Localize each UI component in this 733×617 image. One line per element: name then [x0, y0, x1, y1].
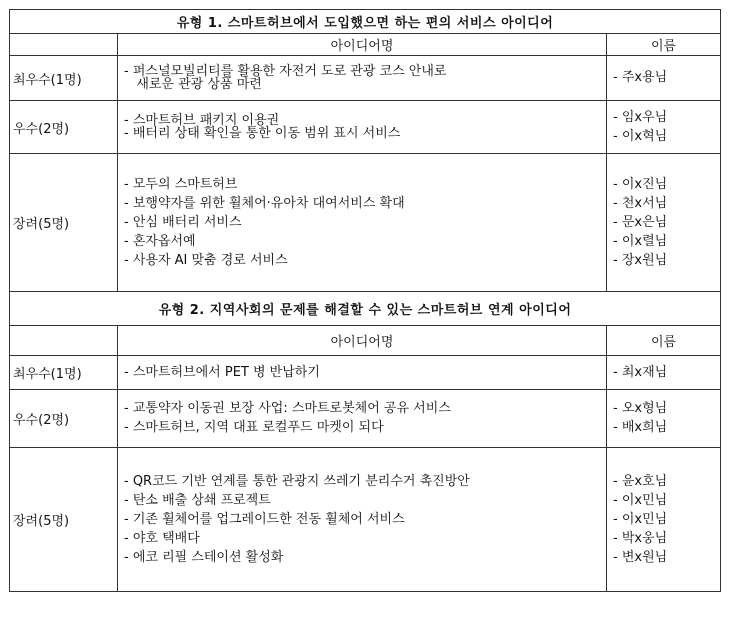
award-label: 우수(2명)	[10, 390, 118, 448]
idea-cell	[118, 154, 607, 292]
idea-item: 새로운 관광 상품 마련	[124, 77, 262, 92]
name-column-header: 이름	[607, 326, 721, 356]
section-1-title: 유형 1. 스마트허브에서 도입했으면 하는 편의 서비스 아이디어	[10, 10, 721, 34]
idea-item: - 보행약자를 위한 휠체어·유아차 대여서비스 확대	[124, 195, 405, 211]
name-column-header: 이름	[607, 34, 721, 56]
winner-name: - 오x형님	[613, 401, 668, 416]
name-cell	[607, 154, 721, 292]
idea-cell	[118, 56, 607, 101]
idea-item: - 스마트허브, 지역 대표 로컬푸드 마켓이 되다	[124, 420, 384, 435]
idea-item: - 교통약자 이동권 보장 사업: 스마트로봇체어 공유 서비스	[124, 401, 451, 416]
section-2-title: 유형 2. 지역사회의 문제를 해결할 수 있는 스마트허브 연계 아이디어	[10, 292, 721, 326]
winner-name: - 이x혁님	[613, 128, 668, 144]
name-cell	[607, 448, 721, 592]
idea-item: - 배터리 상태 확인을 통한 이동 범위 표시 서비스	[124, 126, 401, 141]
winner-name: - 배x희님	[613, 420, 668, 435]
empty-header-cell	[10, 34, 118, 56]
idea-item: - QR코드 기반 연계를 통한 관광지 쓰레기 분리수거 촉진방안	[124, 473, 470, 489]
name-cell	[607, 56, 721, 101]
awards-table	[9, 9, 721, 592]
winner-name: - 장x원님	[613, 252, 668, 268]
idea-cell	[118, 448, 607, 592]
name-cell	[607, 101, 721, 154]
idea-item: - 에코 리필 스테이션 활성화	[124, 549, 284, 565]
idea-column-header: 아이디어명	[118, 326, 607, 356]
name-cell	[607, 390, 721, 448]
winner-name: - 윤x호님	[613, 473, 668, 489]
winner-name: - 임x우님	[613, 109, 668, 125]
winner-name: - 이x민님	[613, 492, 668, 508]
name-cell	[607, 356, 721, 390]
award-label: 최우수(1명)	[10, 356, 118, 390]
idea-item: - 스마트허브 패키지 이용권	[124, 113, 280, 128]
idea-item: - 안심 배터리 서비스	[124, 214, 242, 230]
winner-name: - 이x민님	[613, 511, 668, 527]
empty-header-cell	[10, 326, 118, 356]
idea-cell	[118, 356, 607, 390]
winner-name: - 이x진님	[613, 176, 668, 192]
award-label: 최우수(1명)	[10, 56, 118, 101]
idea-cell	[118, 390, 607, 448]
award-label: 우수(2명)	[10, 101, 118, 154]
idea-item: - 모두의 스마트허브	[124, 176, 238, 192]
award-label: 장려(5명)	[10, 154, 118, 292]
idea-cell	[118, 101, 607, 154]
idea-item: - 혼자옵서예	[124, 233, 196, 249]
idea-item: - 야호 택배다	[124, 530, 200, 546]
winner-name: - 박x웅님	[613, 530, 668, 546]
idea-item: - 스마트허브에서 PET 병 반납하기	[124, 364, 320, 380]
winner-name: - 최x재님	[613, 364, 668, 380]
idea-column-header: 아이디어명	[118, 34, 607, 56]
winner-name: - 문x은님	[613, 214, 668, 230]
award-label: 장려(5명)	[10, 448, 118, 592]
winner-name: - 주x용님	[613, 70, 668, 85]
winner-name: - 이x렬님	[613, 233, 668, 249]
idea-item: - 기존 휠체어를 업그레이드한 전동 휠체어 서비스	[124, 511, 405, 527]
winner-name: - 천x서님	[613, 195, 668, 211]
winner-name: - 변x원님	[613, 549, 668, 565]
idea-item: - 사용자 AI 맞춤 경로 서비스	[124, 252, 288, 268]
idea-item: - 퍼스널모빌리티를 활용한 자전거 도로 관광 코스 안내로	[124, 64, 447, 79]
idea-item: - 탄소 배출 상쇄 프로젝트	[124, 492, 271, 508]
